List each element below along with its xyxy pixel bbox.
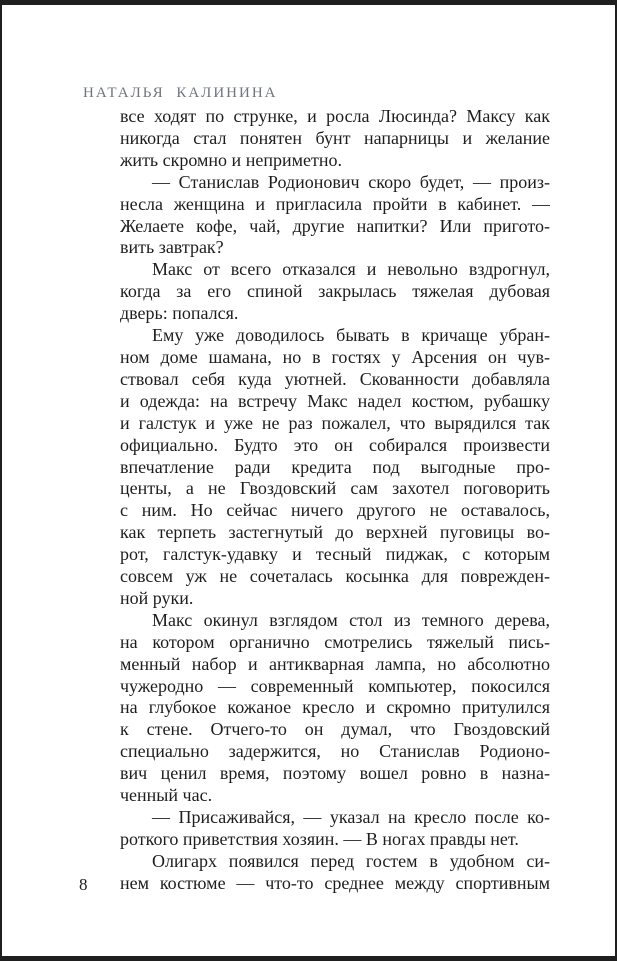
text-line: совсем уж не сочеталась косынка для поврежден-	[120, 566, 550, 587]
text-line: несла женщина и пригласила пройти в кабинет. —	[120, 193, 550, 214]
text-line: вить завтрак?	[120, 237, 224, 258]
text-line: все ходят по струнке, и росла Люсинда? Максу как	[120, 106, 550, 126]
page-number: 8	[79, 875, 88, 894]
text-line: к стене. Отчего-то он думал, что Гвоздовский	[120, 719, 550, 740]
text-line: впечатление ради кредита под выгодные про-	[120, 456, 550, 477]
text-line: — Присаживайся, — указал на кресло после ко-	[152, 807, 550, 827]
text-line: на глубокое кожаное кресло и скромно притулился	[120, 697, 550, 718]
text-line: никогда стал понятен бунт напарницы и желание	[120, 127, 550, 148]
paragraph	[120, 259, 550, 325]
text-line: специально задержится, но Станислав Родионо-	[120, 741, 550, 762]
text-line: — Станислав Родионович скоро будет, — произ-	[152, 171, 550, 192]
text-line: официально. Будто это он собирался произвести	[120, 434, 550, 455]
text-line: ной руки.	[120, 587, 194, 608]
text-line: рот, галстук-удавку и тесный пиджак, с которым	[120, 544, 550, 565]
paragraph	[120, 851, 550, 895]
text-line: Ему уже доводилось бывать в кричаще убран-	[152, 325, 550, 346]
text-line: с ним. Но сейчас ничего другого не оставалось,	[120, 500, 550, 521]
text-line: когда за его спиной закрылась тяжелая дубовая	[120, 281, 550, 302]
paragraph	[120, 106, 550, 172]
text-line: и галстук и уже не раз пожалел, что вырядился так	[120, 412, 550, 433]
text-line: чужеродно — современный компьютер, покосился	[120, 675, 550, 696]
running-header-author: НАТАЛЬЯ КАЛИНИНА	[83, 85, 278, 101]
text-line: нем костюме — что-то среднее между спортивным	[120, 872, 550, 893]
text-line: и одежда: на встречу Макс надел костюм, рубашку	[120, 390, 550, 411]
text-line: роткого приветствия хозяин. — В ногах правды нет.	[120, 828, 519, 849]
text-line: Макс окинул взглядом стол из темного дерева,	[152, 609, 550, 630]
paragraph	[120, 807, 550, 851]
text-line: Макс от всего отказался и невольно вздрогнул,	[152, 259, 550, 280]
text-line: вич ценил время, поэтому вошел ровно в назна-	[120, 763, 550, 784]
text-line: жить скромно и неприметно.	[120, 149, 342, 170]
text-line: Олигарх появился перед гостем в удобном си-	[152, 850, 550, 871]
paragraph	[120, 325, 550, 610]
text-line: как терпеть застегнутый до верхней пуговицы во-	[120, 522, 550, 543]
text-line: ном доме шамана, но в гостях у Арсения он чув-	[120, 346, 550, 367]
paragraph	[120, 610, 550, 807]
paragraph	[120, 172, 550, 260]
text-line: дверь: попался.	[120, 303, 239, 324]
text-line: ченный час.	[120, 785, 213, 806]
text-line: на котором органично смотрелись тяжелый пись-	[120, 631, 550, 652]
text-line: центы, а не Гвоздовский сам захотел поговорить	[120, 478, 550, 499]
text-line: ствовал себя куда уютней. Скованности добавляла	[120, 368, 550, 389]
text-line: менный набор и антикварная лампа, но абсолютно	[120, 653, 550, 674]
text-line: Желаете кофе, чай, другие напитки? Или пригото-	[120, 215, 550, 236]
body-text	[120, 106, 550, 895]
